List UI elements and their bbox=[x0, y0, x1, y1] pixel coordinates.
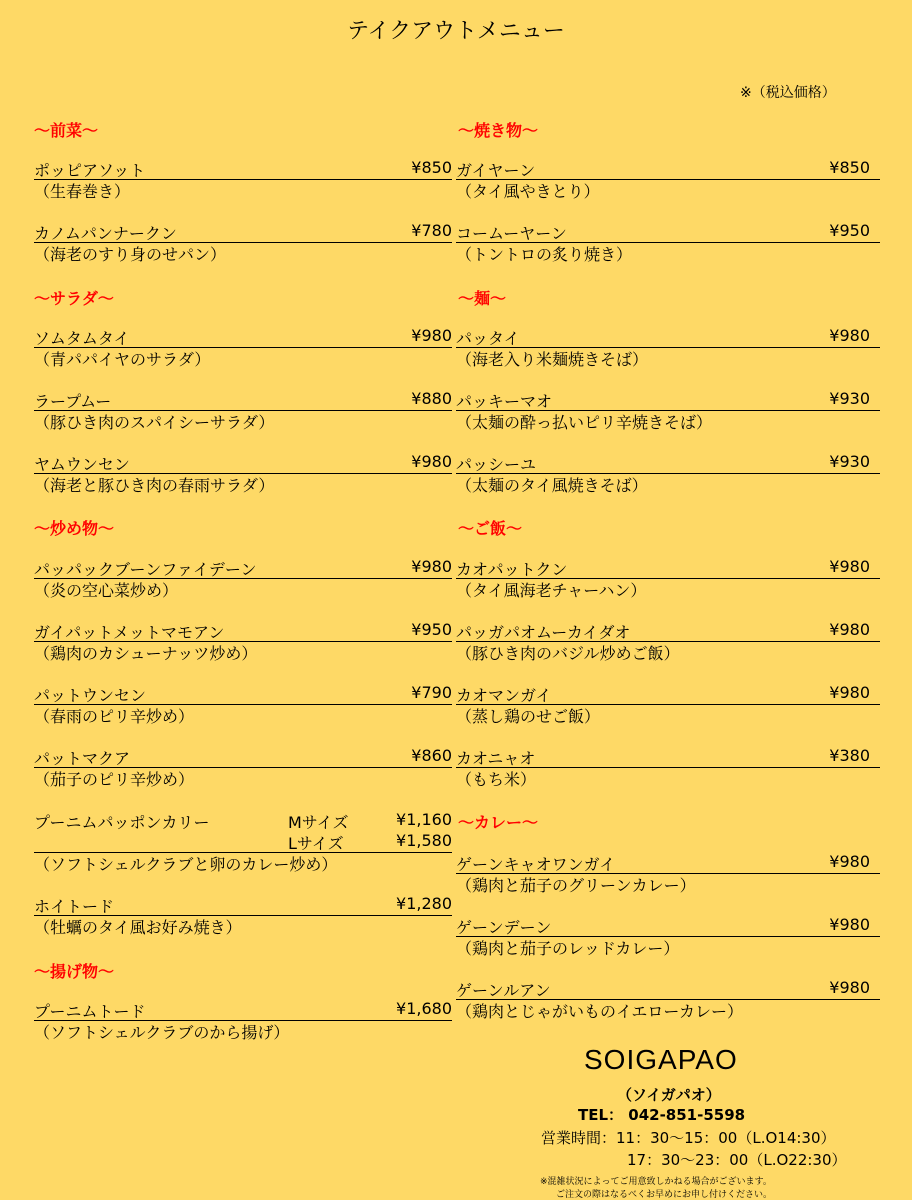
item-name: パッキーマオ bbox=[456, 392, 553, 411]
menu-item-yellow bbox=[456, 978, 880, 1022]
section-zensai: ～前菜～ bbox=[34, 121, 99, 140]
item-price: ¥1,680 bbox=[396, 999, 452, 1018]
menu-item-somtam bbox=[34, 326, 452, 370]
item-desc: （豚ひき肉のバジル炒めご飯） bbox=[456, 644, 680, 663]
item-desc: （太麺の酔っ払いピリ辛焼きそば） bbox=[456, 413, 713, 432]
item-desc: （春雨のピリ辛炒め） bbox=[34, 707, 195, 726]
item-name: ガイヤーン bbox=[456, 161, 536, 180]
item-name: コームーヤーン bbox=[456, 224, 567, 243]
item-desc: （茄子のピリ辛炒め） bbox=[34, 770, 195, 789]
shop-name: SOIGAPAO bbox=[584, 1044, 738, 1075]
item-name: パッガパオムーカイダオ bbox=[456, 623, 631, 642]
item-desc: （鶏肉と茄子のレッドカレー） bbox=[456, 939, 680, 958]
item-price: ¥850 bbox=[829, 158, 870, 177]
menu-item-padsiew bbox=[456, 452, 880, 496]
menu-item-hoitod bbox=[34, 894, 452, 938]
item-name: パットマクア bbox=[34, 749, 131, 768]
section-men: ～麺～ bbox=[458, 289, 507, 308]
item-desc: （鶏肉とじゃがいものイエローカレー） bbox=[456, 1002, 744, 1021]
item-desc: （海老のすり身のせパン） bbox=[34, 245, 227, 264]
item-desc: （タイ風海老チャーハン） bbox=[456, 581, 647, 600]
item-name: ラープムー bbox=[34, 392, 112, 411]
item-desc: （タイ風やきとり） bbox=[456, 182, 600, 201]
menu-item-poonimtod bbox=[34, 999, 452, 1043]
item-desc: （ソフトシェルクラブと卵のカレー炒め） bbox=[34, 855, 338, 874]
item-name: カオマンガイ bbox=[456, 686, 552, 705]
section-curry: ～カレー～ bbox=[458, 813, 539, 832]
item-desc: （青パパイヤのサラダ） bbox=[34, 350, 211, 369]
item-price: ¥980 bbox=[411, 326, 452, 345]
item-price: ¥980 bbox=[829, 978, 870, 997]
item-price: ¥980 bbox=[829, 326, 870, 345]
item-price: ¥950 bbox=[411, 620, 452, 639]
item-price: ¥880 bbox=[411, 389, 452, 408]
item-desc: （トントロの炙り焼き） bbox=[456, 245, 633, 264]
menu-item-khaoman bbox=[456, 683, 880, 727]
item-price: ¥980 bbox=[829, 557, 870, 576]
shop-tel: TEL： 042-851-5598 bbox=[578, 1106, 746, 1124]
menu-item-padmakua bbox=[34, 746, 452, 790]
tax-note: ※（税込価格） bbox=[740, 85, 836, 101]
item-name: ゲーンデーン bbox=[456, 918, 552, 937]
hours-dinner: 17：30～23：00（L.O22:30） bbox=[627, 1151, 847, 1169]
section-age: ～揚げ物～ bbox=[34, 962, 115, 981]
menu-item-laab bbox=[34, 389, 452, 433]
hours-lunch: 営業時間：11：30～15：00（L.O14:30） bbox=[541, 1129, 836, 1147]
size-m-label: Mサイズ bbox=[288, 813, 349, 832]
section-yaki: ～焼き物～ bbox=[458, 121, 539, 140]
item-name: プーニムトード bbox=[34, 1002, 146, 1021]
item-price: ¥860 bbox=[411, 746, 452, 765]
menu-item-green bbox=[456, 852, 880, 896]
price-m: ¥1,160 bbox=[396, 810, 452, 829]
size-l-label: Lサイズ bbox=[288, 834, 344, 853]
item-price: ¥1,280 bbox=[396, 894, 452, 913]
item-price: ¥980 bbox=[411, 452, 452, 471]
menu-item-gapao bbox=[456, 620, 880, 664]
item-price: ¥930 bbox=[829, 389, 870, 408]
menu-item-padwoon bbox=[34, 683, 452, 727]
item-price: ¥980 bbox=[411, 557, 452, 576]
item-price: ¥980 bbox=[829, 620, 870, 639]
menu-item-kanom bbox=[34, 221, 452, 265]
item-name: カオパットクン bbox=[456, 560, 568, 579]
item-price: ¥380 bbox=[829, 746, 870, 765]
item-desc: （牡蠣のタイ風お好み焼き） bbox=[34, 918, 242, 937]
item-name: プーニムパッポンカリー bbox=[34, 813, 210, 832]
menu-item-padthai bbox=[456, 326, 880, 370]
item-desc: （生春巻き） bbox=[34, 182, 131, 201]
item-desc: （海老入り米麺焼きそば） bbox=[456, 350, 649, 369]
page-title: テイクアウトメニュー bbox=[347, 19, 565, 44]
menu-item-padkimao bbox=[456, 389, 880, 433]
item-price: ¥850 bbox=[411, 158, 452, 177]
item-name: パッシーユ bbox=[456, 455, 537, 474]
menu-item-komoo bbox=[456, 221, 880, 265]
item-name: ソムタムタイ bbox=[34, 329, 130, 348]
item-price: ¥790 bbox=[411, 683, 452, 702]
item-name: ヤムウンセン bbox=[34, 455, 130, 474]
item-desc: （もち米） bbox=[456, 770, 537, 789]
item-desc: （鶏肉のカシューナッツ炒め） bbox=[34, 644, 258, 663]
menu-item-gaiyang bbox=[456, 158, 880, 202]
item-price: ¥980 bbox=[829, 852, 870, 871]
price-l: ¥1,580 bbox=[396, 831, 452, 850]
menu-item-khaopad bbox=[456, 557, 880, 601]
item-price: ¥980 bbox=[829, 683, 870, 702]
menu-item-gaipad bbox=[34, 620, 452, 664]
notice-1: ※混雑状況によってご用意致しかねる場合がございます。 bbox=[540, 1177, 772, 1187]
item-name: パッタイ bbox=[456, 329, 520, 348]
menu-item-pakbung bbox=[34, 557, 452, 601]
item-desc: （海老と豚ひき肉の春雨サラダ） bbox=[34, 476, 275, 495]
item-name: カノムパンナークン bbox=[34, 224, 177, 243]
menu-item-red bbox=[456, 915, 880, 959]
item-price: ¥780 bbox=[411, 221, 452, 240]
item-desc: （炎の空心菜炒め） bbox=[34, 581, 179, 600]
notice-2: ご注文の際はなるべくお早めにお申し付けください。 bbox=[556, 1190, 773, 1200]
item-name: パットウンセン bbox=[34, 686, 147, 705]
item-name: ゲーンキャオワンガイ bbox=[456, 855, 616, 874]
item-price: ¥930 bbox=[829, 452, 870, 471]
shop-kana: （ソイガパオ） bbox=[617, 1086, 721, 1104]
item-price: ¥950 bbox=[829, 221, 870, 240]
section-salad: ～サラダ～ bbox=[34, 289, 114, 308]
item-name: ホイトード bbox=[34, 897, 115, 916]
item-name: カオニャオ bbox=[456, 749, 536, 768]
item-desc: （太麺のタイ風焼きそば） bbox=[456, 476, 648, 495]
section-gohan: ～ご飯～ bbox=[458, 519, 523, 538]
item-name: ポッピアソット bbox=[34, 161, 146, 180]
menu-item-poppia bbox=[34, 158, 452, 202]
menu-item-poonim-curry bbox=[34, 810, 452, 872]
item-desc: （鶏肉と茄子のグリーンカレー） bbox=[456, 876, 696, 895]
menu-item-yamwoon bbox=[34, 452, 452, 496]
item-desc: （ソフトシェルクラブのから揚げ） bbox=[34, 1023, 290, 1042]
item-name: パッパックブーンファイデーン bbox=[34, 560, 257, 579]
section-itame: ～炒め物～ bbox=[34, 519, 115, 538]
item-name: ゲーンルアン bbox=[456, 981, 551, 1000]
item-name: ガイパットメットマモアン bbox=[34, 623, 225, 642]
menu-item-khaoniao bbox=[456, 746, 880, 790]
item-price: ¥980 bbox=[829, 915, 870, 934]
item-desc: （豚ひき肉のスパイシーサラダ） bbox=[34, 413, 275, 432]
item-desc: （蒸し鶏のせご飯） bbox=[456, 707, 601, 726]
